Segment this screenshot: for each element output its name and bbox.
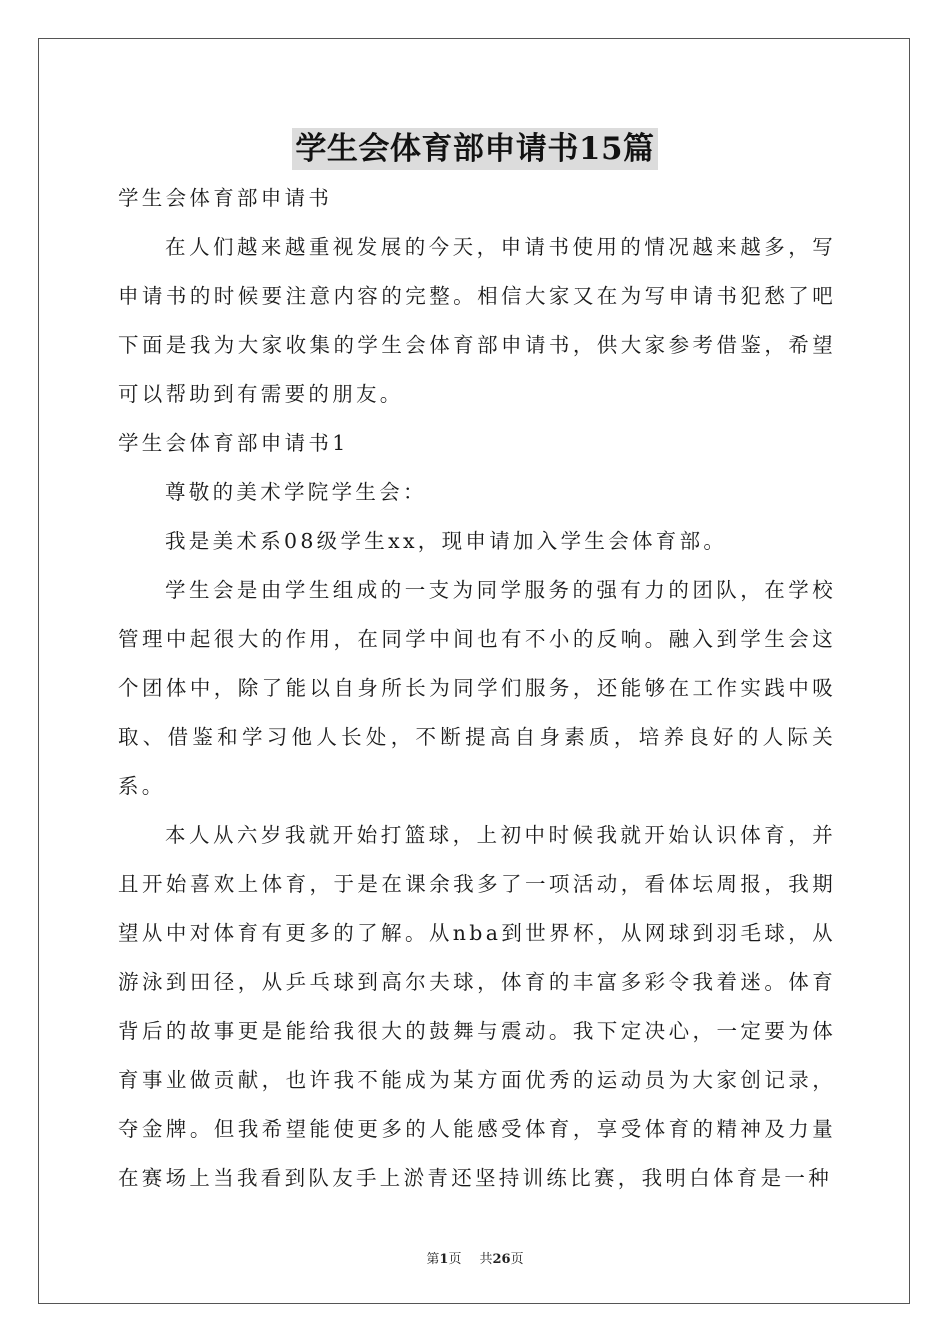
intro-paragraph: 在人们越来越重视发展的今天，申请书使用的情况越来越多，写申请书的时候要注意内容的完整。相信大家又在为写申请书犯愁了吧下面是我为大家收集的学生会体育部申请书，供大家参考借鉴，希望可以帮助到有需要的朋友。: [118, 235, 836, 406]
current-page-number: 1: [439, 1252, 449, 1267]
title-container: [0, 128, 950, 170]
intro-heading: 学生会体育部申请书: [118, 186, 333, 210]
document-title: 学生会体育部申请书15篇: [292, 128, 657, 170]
total-prefix: 共: [479, 1252, 493, 1267]
body-paragraph: 学生会是由学生组成的一支为同学服务的强有力的团队，在学校管理中起很大的作用，在同学中间也有不小的反响。融入到学生会这个团体中，除了能以自身所长为同学们服务，还能够在工作实践中吸取、借鉴和学习他人长处，不断提高自身素质，培养良好的人际关系。: [118, 578, 836, 798]
body-paragraph: 我是美术系08级学生xx，现申请加入学生会体育部。: [165, 529, 728, 553]
total-unit: 页: [510, 1252, 524, 1267]
body-paragraph: 本人从六岁我就开始打篮球，上初中时候我就开始认识体育，并且开始喜欢上体育，于是在课余我多了一项活动，看体坛周报，我期望从中对体育有更多的了解。从nba到世界杯，从网球到羽毛球，从游泳到田径，从乒乓球到高尔夫球，体育的丰富多彩令我着迷。体育背后的故事更是能给我很大的鼓舞与震动。我下定决心，一定要为体育事业做贡献，也许我不能成为某方面优秀的运动员为大家创记录，夺金牌。但我希望能使更多的人能感受体育，享受体育的精神及力量在赛场上当我看到队友手上淤青还坚持训练比赛，我明白体育是一种: [118, 823, 836, 1190]
total-page-count: 26: [492, 1252, 511, 1267]
page-footer: [0, 1248, 950, 1267]
section-heading: 学生会体育部申请书1: [118, 431, 349, 455]
salutation: 尊敬的美术学院学生会：: [165, 480, 427, 504]
document-body: [118, 174, 836, 1203]
page-unit: 页: [448, 1252, 462, 1267]
page-prefix: 第: [426, 1252, 440, 1267]
